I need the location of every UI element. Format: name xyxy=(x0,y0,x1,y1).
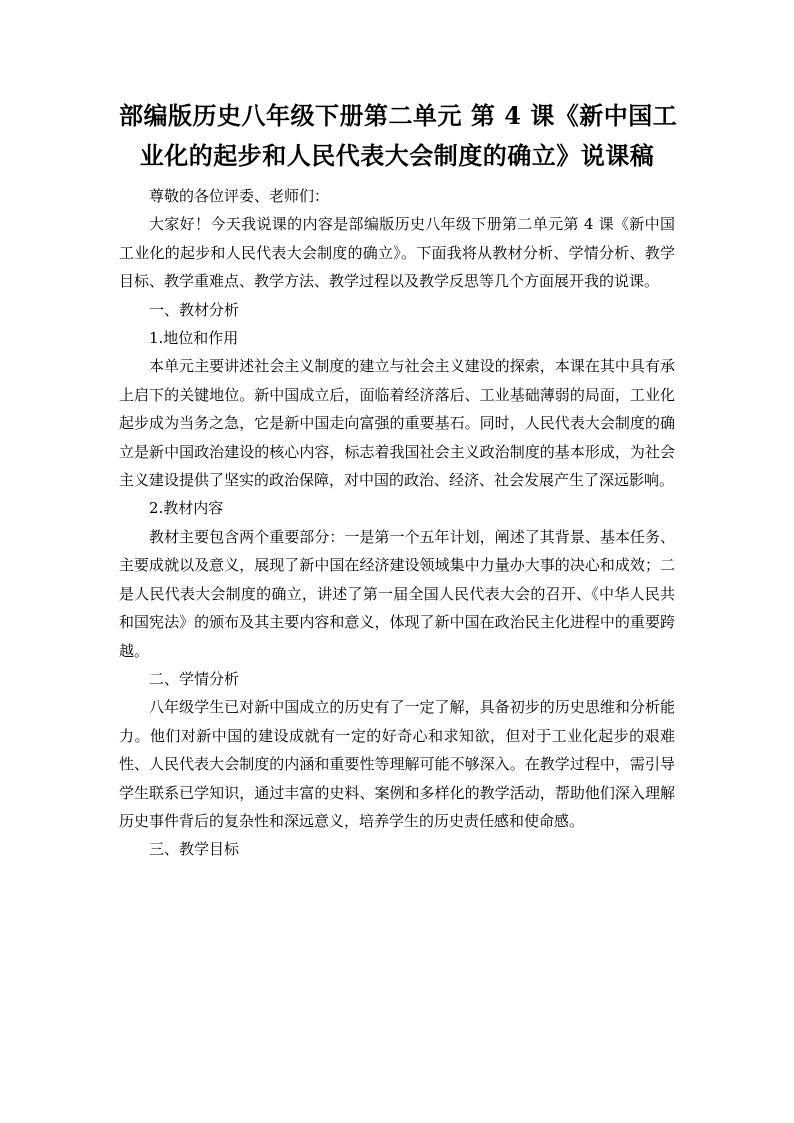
subsection-heading-textbook-content: 2.教材内容 xyxy=(149,499,224,518)
title-line-1: 部编版历史八年级下册第二单元 第 4 课《新中国工 xyxy=(119,101,678,130)
greeting: 尊敬的各位评委、老师们： xyxy=(149,187,330,205)
section-heading-teaching-goals: 三、教学目标 xyxy=(149,840,240,859)
document-title xyxy=(119,96,678,176)
intro-paragraph: 大家好！今天我说课的内容是部编版历史八年级下册第二单元第 4 课《新中国工业化的起步和人民代表大会制度的确立》。下面我将从教材分析、学情分析、教学目标、教学重难点、教学方法、教学过程以及教学反思等几个方面展开我的说课。 xyxy=(119,215,675,291)
paragraph-student-analysis: 八年级学生已对新中国成立的历史有了一定了解，具备初步的历史思维和分析能力。他们对新中国的建设成就有一定的好奇心和求知欲，但对于工业化起步的艰难性、人民代表大会制度的内涵和重要性等理解可能不够深入。在教学过程中，需引导学生联系已学知识，通过丰富的史料、案例和多样化的教学活动，帮助他们深入理解历史事件背后的复杂性和深远意义，培养学生的历史责任感和使命感。 xyxy=(119,698,675,830)
subsection-heading-position-role: 1.地位和作用 xyxy=(149,329,239,348)
section-heading-student-analysis: 二、学情分析 xyxy=(149,669,240,688)
section-heading-textbook-analysis: 一、教材分析 xyxy=(149,300,240,319)
title-line-2: 业化的起步和人民代表大会制度的确立》说课稿 xyxy=(139,141,655,170)
document-page xyxy=(119,96,678,864)
paragraph-position-role: 本单元主要讲述社会主义制度的建立与社会主义建设的探索，本课在其中具有承上启下的关键地位。新中国成立后，面临着经济落后、工业基础薄弱的局面，工业化起步成为当务之急，它是新中国走向富强的重要基石。同时，人民代表大会制度的确立是新中国政治建设的核心内容，标志着我国社会主义政治制度的基本形成，为社会主义建设提供了坚实的政治保障，对中国的政治、经济、社会发展产生了深远影响。 xyxy=(119,357,675,490)
paragraph-textbook-content: 教材主要包含两个重要部分：一是第一个五年计划，阐述了其背景、基本任务、主要成就以及意义，展现了新中国在经济建设领域集中力量办大事的决心和成效；二是人民代表大会制度的确立，讲述了第一届全国人民代表大会的召开、《中华人民共和国宪法》的颁布及其主要内容和意义，体现了新中国在政治民主化进程中的重要跨越。 xyxy=(119,527,675,660)
